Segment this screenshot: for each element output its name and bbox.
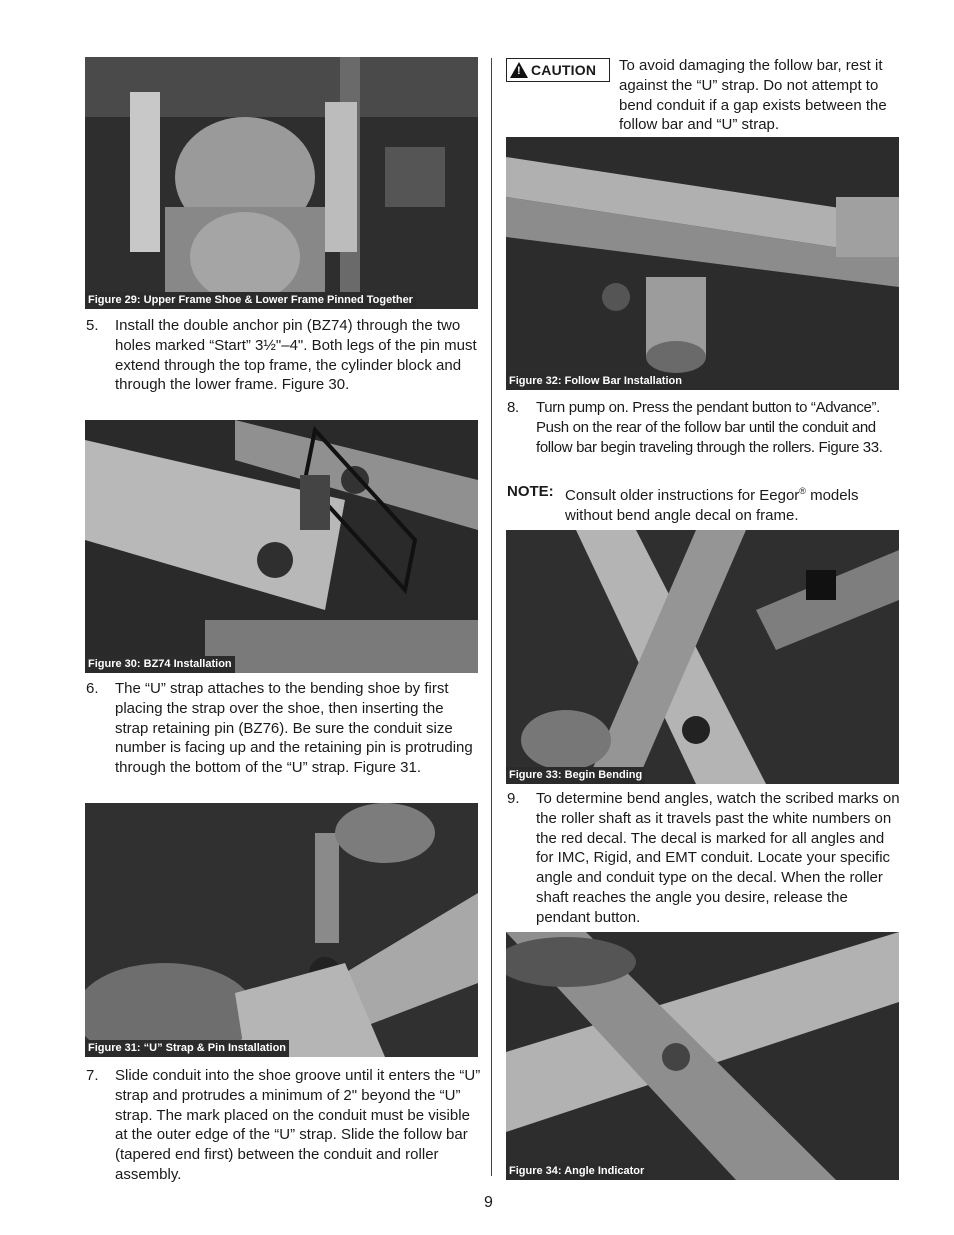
figure-32-caption: Figure 32: Follow Bar Installation xyxy=(506,373,685,390)
figure-31-caption: Figure 31: “U” Strap & Pin Installation xyxy=(85,1040,289,1057)
caution-label xyxy=(506,58,610,82)
step-9-text: To determine bend angles, watch the scribed marks on the roller shaft as it travels past the white numbers on the red decal. The decal is marked for all angles and for IMC, Rigid, and EMT conduit. Locate your specific angle and conduit type on the decal. When the roller shaft reaches the angle you desire, release the pendant button. xyxy=(536,790,900,926)
note xyxy=(507,482,900,524)
figure-33-caption: Figure 33: Begin Bending xyxy=(506,767,645,784)
note-label: NOTE: xyxy=(507,483,554,500)
step-7-text: Slide conduit into the shoe groove until it enters the “U” strap and protrudes a minimum of 2" beyond the “U” strap. The mark placed on the conduit must be visible at the outer edge of the “U” strap. Slide the follow bar (tapered end first) between the conduit and roller assembly. xyxy=(115,1067,481,1183)
figure-34-caption: Figure 34: Angle Indicator xyxy=(506,1163,647,1180)
step-6 xyxy=(86,679,481,799)
step-9-number: 9. xyxy=(507,790,520,807)
step-6-text: The “U” strap attaches to the bending shoe by first placing the strap over the shoe, then inserting the strap retaining pin (BZ76). Be sure the conduit size number is facing up and the retaining pin is protruding through the bottom of the “U” strap. Figure 31. xyxy=(115,680,473,777)
note-text-before: Consult older instructions for Eegor xyxy=(565,487,800,504)
warning-triangle-icon: ! xyxy=(510,62,528,78)
figure-34-photo xyxy=(506,932,899,1180)
caution-body: To avoid damaging the follow bar, rest it against the “U” strap. Do not attempt to bend conduit if a gap exists between the follow bar and “U” strap. xyxy=(619,57,887,134)
page-number: 9 xyxy=(484,1194,493,1211)
figure-32-photo xyxy=(506,137,899,390)
note-text xyxy=(565,482,900,526)
step-5-number: 5. xyxy=(86,317,99,334)
column-divider xyxy=(491,58,492,1176)
caution-word: CAUTION xyxy=(531,62,597,78)
step-8 xyxy=(507,398,900,478)
step-8-text: Turn pump on. Press the pendant button to “Advance”. Push on the rear of the follow bar until the conduit and follow bar begin traveling through the rollers. Figure 33. xyxy=(536,399,883,456)
figure-30-caption: Figure 30: BZ74 Installation xyxy=(85,656,235,673)
step-9 xyxy=(507,789,900,929)
step-5-text: Install the double anchor pin (BZ74) through the two holes marked “Start” 3½"–4". Both legs of the pin must extend through the top frame, the cylinder block and through the lower frame. Figure 30. xyxy=(115,317,477,394)
step-6-number: 6. xyxy=(86,680,99,697)
figure-33-photo xyxy=(506,530,899,784)
figure-29-photo xyxy=(85,57,478,309)
note-text-after: models without bend angle decal on frame. xyxy=(565,487,859,524)
step-8-number: 8. xyxy=(507,399,519,416)
step-7-number: 7. xyxy=(86,1067,99,1084)
caution-text xyxy=(619,56,902,136)
figure-29-caption: Figure 29: Upper Frame Shoe & Lower Frame Pinned Together xyxy=(85,292,416,309)
figure-30-photo xyxy=(85,420,478,673)
step-7 xyxy=(86,1066,481,1186)
registered-mark: ® xyxy=(799,486,806,496)
step-5 xyxy=(86,316,481,416)
figure-31-photo xyxy=(85,803,478,1057)
